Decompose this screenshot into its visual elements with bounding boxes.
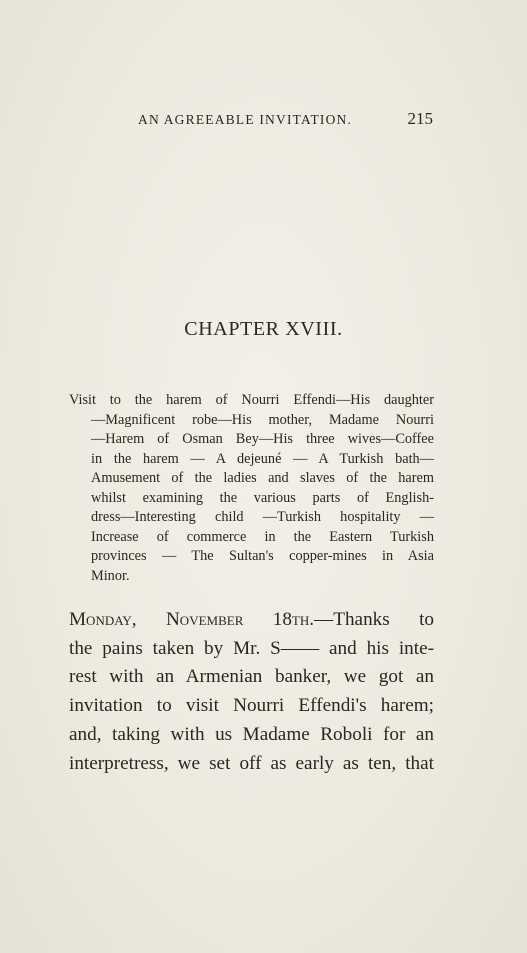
running-head	[138, 109, 433, 132]
running-title: AN AGREEABLE INVITATION.	[138, 112, 353, 127]
chapter-summary	[69, 391, 434, 586]
summary-line: Amusement of the ladies and slaves of the harem	[91, 470, 434, 486]
body-line: rest with an Armenian banker, we got an	[69, 666, 434, 688]
chapter-title: CHAPTER XVIII.	[184, 318, 343, 340]
summary-line: whilst examining the various parts of English-	[91, 489, 434, 506]
summary-line: —Harem of Osman Bey—His three wives—Coffee	[91, 431, 434, 447]
summary-line: dress—Interesting child —Turkish hospitality —	[91, 509, 434, 525]
body-line: invitation to visit Nourri Effendi's harem;	[69, 695, 434, 717]
summary-line: in the harem — A dejeuné — A Turkish bath—	[91, 450, 434, 467]
body-line-fragment: —Thanks to	[314, 609, 434, 630]
summary-line: Visit to the harem of Nourri Effendi—His daughter	[69, 392, 434, 408]
body-line: and, taking with us Madame Roboli for an	[69, 723, 434, 745]
body-paragraph	[69, 606, 434, 778]
page-number: 215	[407, 109, 433, 128]
body-line: interpretress, we set off as early as ten, that	[69, 752, 434, 774]
summary-line: —Magnificent robe—His mother, Madame Nourri	[91, 411, 434, 428]
summary-line: provinces — The Sultan's copper-mines in Asia	[91, 548, 434, 564]
body-line	[69, 606, 434, 635]
summary-line: Minor.	[91, 567, 130, 584]
summary-line: Increase of commerce in the Eastern Turkish	[91, 528, 434, 545]
body-line: the pains taken by Mr. S—— and his inte-	[69, 637, 434, 659]
date-heading: Monday, November 18th.	[69, 609, 315, 630]
